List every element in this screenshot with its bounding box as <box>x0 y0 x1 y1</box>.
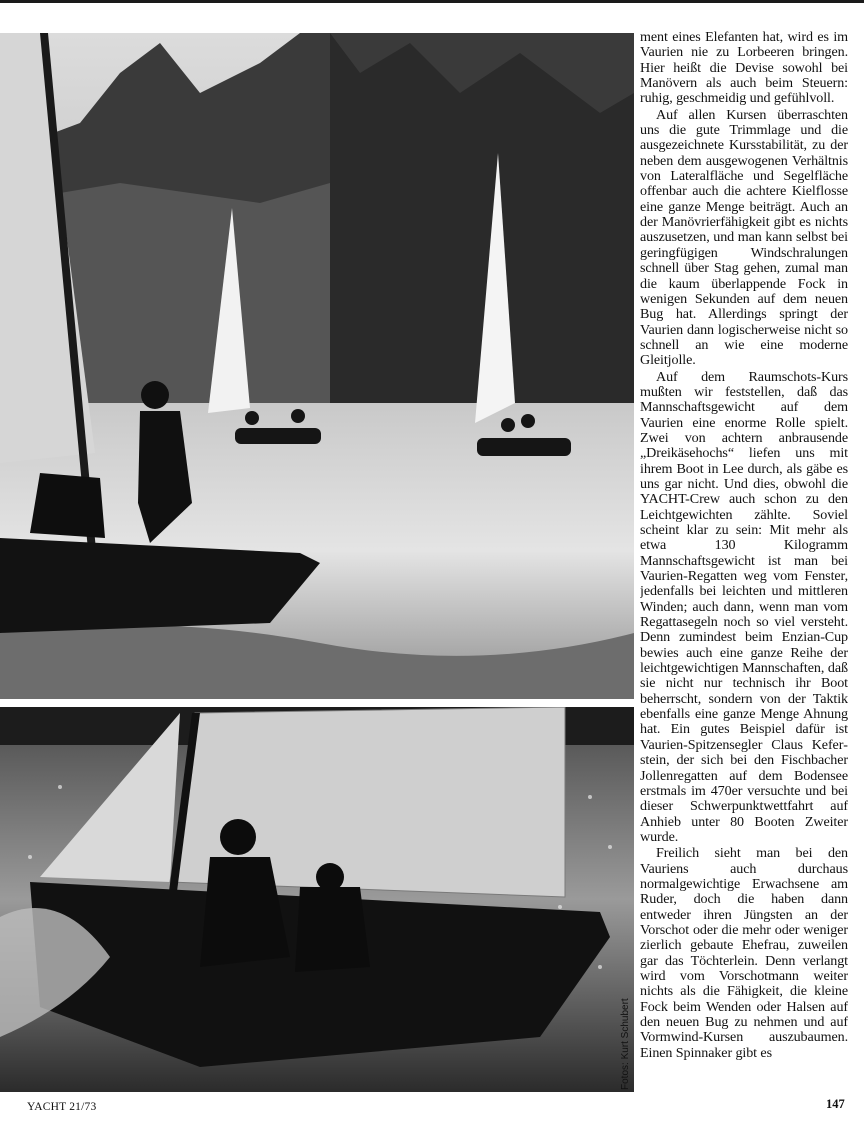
photo-credit: Fotos: Kurt Schubert <box>620 998 631 1090</box>
top-rule <box>0 0 864 3</box>
article-paragraph-4: Freilich sieht man bei den Vauriens auch durchaus normalgewichtige Erwachsene am Ruder, doch die haben dann entweder ihren Jüngsten an der Vorschot oder die mehr oder weniger zierlich gebaute Ehefrau, zuweilen gar das Töchterlein. Denn verlangt wird vom Vorschotmann weiter nichts als die Fähigkeit, die kleine Fock beim Wenden oder Halsen auf den neuen Bug zu nehmen und auf Vormwind-Kursen auszubaumen. Einen Spinnaker gibt es <box>640 845 848 1061</box>
article-column <box>640 30 848 1092</box>
article-paragraph-1: ment eines Elefanten hat, wird es im Vaurien nie zu Lorbeeren bringen. Hier heißt die Devise sowohl bei Manövern als auch beim Steuern: ruhig, geschmeidig und gefühlvoll. <box>640 30 848 107</box>
page-number: 147 <box>826 1097 845 1111</box>
article-paragraph-2: Auf allen Kursen überraschten uns die gute Trimmlage und die ausgezeichnete Kursstabilität, zu der neben dem ausgewogenen Verhältnis von Lateralfläche und Segelfläche offenbar auch die achtere Kielflosse eine ganze Menge beiträgt. Auch an der Manövrierfähigkeit gibt es nichts auszusetzen, und man kann selbst bei geringfügigen Windschralungen schnell über Stag gehen, zumal man die kaum überlappende Fock in wenigen Sekunden auf dem neuen Bug hat. Allerdings springt der Vaurien dann logischerweise nicht so schnell an wie eine moderne Gleitjolle. <box>640 106 848 369</box>
photo-sailboats-lake <box>0 33 634 699</box>
photo-dinghy-backlit <box>0 707 634 1092</box>
article-paragraph-3: Auf dem Raumschots-Kurs mußten wir feststellen, daß das Mannschaftsgewicht auf dem Vaurien eine enorme Rolle spielt. Zwei von achtern anbrausende „Dreikäsehochs“ liefen uns mit ihrem Boot in Lee durch, als gäbe es uns gar nicht. Und dies, obwohl die YACHT-Crew auch schon zu den Leichtgewichten zählte. Soviel scheint klar zu sein: Mit mehr als etwa 130 Kilogramm Mannschaftsgewicht ist man bei Vaurien-Regatten weg vom Fenster, jedenfalls bei leichten und mittleren Winden; auch dann, wenn man vom Regattasegeln noch so viel versteht. Denn zumindest beim Enzian-Cup bewies auch eine ganze Reihe der leichtgewichtigen Mannschaften, daß sie nicht nur technisch ihr Boot beherrscht, sondern von der Taktik ebenfalls eine ganze Menge Ahnung hat. Ein gutes Beispiel dafür ist Vaurien-Spitzensegler Claus Keferstein, der sich bei den Fischbacher Jollenregatten auf dem Bodensee erstmals im 470er versuchte und bei dieser Schwerpunktwettfahrt auf Anhieb unter 80 Booten Zweiter wurde. <box>640 368 848 845</box>
magazine-issue: YACHT 21/73 <box>27 1101 97 1113</box>
